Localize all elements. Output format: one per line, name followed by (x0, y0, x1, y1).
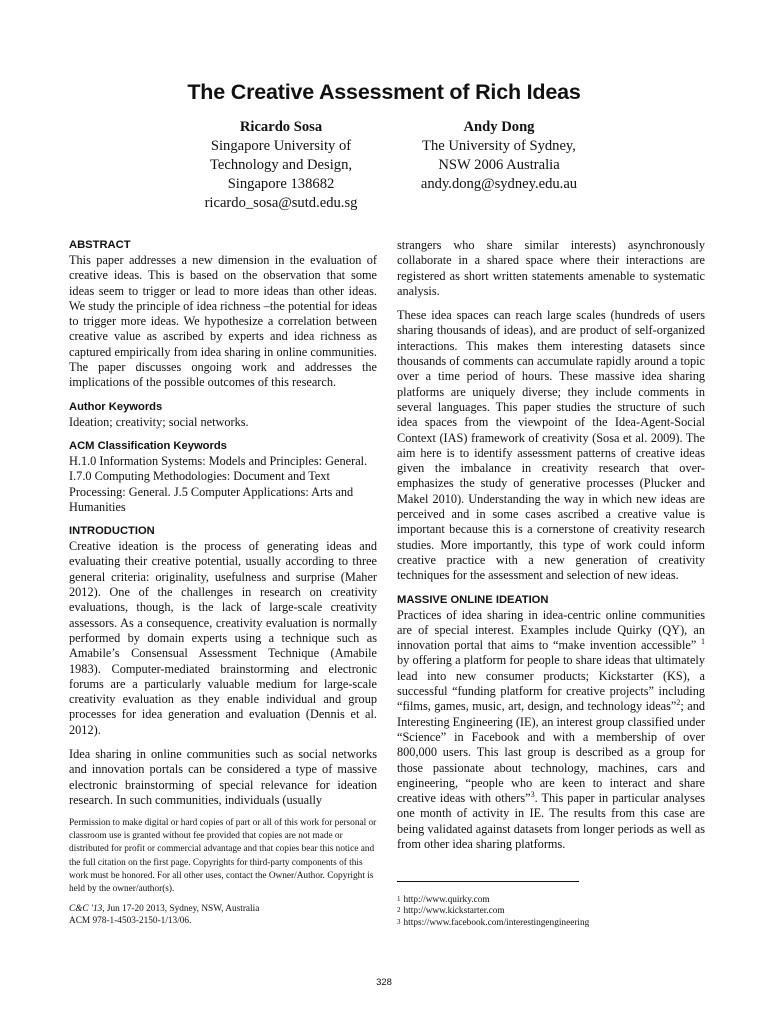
page-number: 328 (376, 977, 392, 988)
footnote-reference: 1 (701, 637, 705, 647)
introduction-paragraph: Idea sharing in online communities such as social networks and innovation portals can be considered a type of massive electronic brainstorming of special relevance for ideation research. In such communities, individuals (usually (69, 747, 377, 807)
paragraph-fragment: . This paper in particular analyses one month of activity in IE. The results from this case are being validated against datasets from longer periods as well as from other idea sharing platforms. (397, 791, 705, 851)
author-affiliation-line: Singapore 138682 (227, 176, 335, 192)
paper-title: The Creative Assessment of Rich Ideas (187, 80, 581, 104)
author-affiliation-line: Singapore University of (210, 138, 352, 154)
permission-notice: Permission to make digital or hard copies of part or all of this work for personal or classroom use is granted without fee provided that copies are not made or distributed for profit or commercial advantage and that copies bear this notice and the full citation on the first page. Copyrights for third-party components of this work must be honored. For all other uses, contact the Owner/Author. Copyright is held by the owner/author(s). (69, 818, 377, 895)
author-email: ricardo_sosa@sutd.edu.sg (204, 195, 358, 211)
author-name: Andy Dong (463, 119, 535, 135)
body-paragraph (397, 608, 705, 853)
footnote-number: 3 (397, 917, 401, 926)
acm-number: ACM 978-1-4503-2150-1/13/06. (69, 916, 192, 927)
massive-online-ideation-heading: MASSIVE ONLINE IDEATION (397, 593, 549, 606)
keywords-text: Ideation; creativity; social networks. (69, 414, 249, 429)
abstract-heading: ABSTRACT (69, 239, 131, 251)
footnote-item (397, 895, 705, 906)
footnote-divider (397, 881, 579, 882)
conference-details: , Jun 17-20 2013, Sydney, NSW, Australia (102, 904, 260, 914)
footnote-link[interactable]: http://www.quirky.com (403, 895, 490, 905)
footnote-item (397, 906, 705, 917)
footnote-link[interactable]: https://www.facebook.com/interestingengineering (403, 917, 590, 928)
paragraph-fragment: by offering a platform for people to share ideas that ultimately lead into new consumer products; Kickstarter (KS), a successful “funding platform for creative projects” including “films, games, music, art, design, and technology ideas” (397, 653, 705, 714)
author-block-2 (384, 118, 614, 194)
conference-info (69, 903, 379, 928)
footnote-number: 2 (397, 906, 401, 915)
keywords-heading: Author Keywords (69, 400, 163, 413)
author-email: andy.dong@sydney.edu.au (420, 176, 578, 192)
right-column (397, 238, 705, 852)
author-block-1 (166, 118, 396, 213)
author-affiliation-line: NSW 2006 Australia (438, 157, 560, 173)
introduction-paragraph: Creative ideation is the process of generating ideas and evaluating their creative potential, usually according to three general criteria: originality, usefulness and surprise (Maher 2012). One of the challenges in research on creativity evaluations, though, is the lack of large-scale creativity assessors. As a consequence, creativity evaluation is normally performed by domain experts using a technique such as Amabile’s Consensual Assessment Technique (Amabile 1983). Computer-mediated brainstorming and electronic forums are a particularly valuable medium for large-scale creativity evaluation as they enable individual and group processes for idea generation and evaluation (Dennis et al. 2012). (69, 539, 377, 737)
paragraph-fragment: ; and Interesting Engineering (IE), an interest group classified under “Science” in Facebook and with a membership of over 800,000 users. This last group is described as a group for those passionate about technology, machines, cars and engineering, “people who are keen to interact and share creative ideas with others” (397, 699, 705, 806)
left-column (69, 238, 377, 808)
body-paragraph: strangers who share similar interests) asynchronously collaborate in a shared space where their interactions are registered as short written statements amenable to systematic analysis. (397, 238, 705, 298)
footnote-item (397, 918, 705, 929)
author-affiliation-line: The University of Sydney, (422, 138, 576, 154)
acm-text: H.1.0 Information Systems: Models and Principles: General. I.7.0 Computing Methodologies: Document and Text Processing: General. J.5 Computer Applications: Arts and Humanities (69, 453, 368, 514)
body-paragraph: These idea spaces can reach large scales (hundreds of users sharing thousands of ideas), and are product of self-organized interactions. This makes them interesting datasets since thousands of comments can accumulate rapidly around a topic over a time period of hours. These massive idea sharing platforms are uniquely diverse; they include comments in several languages. This paper studies the structure of such idea spaces from the viewpoint of the Idea-Agent-Social Context (IAS) framework of creativity (Sosa et al. 2009). The aim here is to identify assessment patterns of creative ideas given the imbalance in creativity research that over-emphasizes the study of generative processes (Plucker and Makel 2010). Understanding the way in which new ideas are perceived and in some cases ascribed a creative value is important because this is a cornerstone of creativity research studies. More importantly, this type of work could inform creative practice with a new generation of creativity techniques for the assessment and selection of new ideas. (397, 308, 705, 583)
introduction-heading: INTRODUCTION (69, 525, 155, 538)
conference-venue: C&C '13 (69, 904, 103, 914)
author-affiliation-line: Technology and Design, (209, 157, 353, 173)
footnote-reference: 2 (676, 698, 681, 708)
footnote-reference: 3 (530, 790, 535, 799)
acm-heading: ACM Classification Keywords (69, 439, 227, 452)
abstract-text: This paper addresses a new dimension in the evaluation of creative ideas. This is based on the observation that some ideas seem to trigger or lead to more ideas than other ideas. We study the principle of idea richness –the potential for ideas to trigger more ideas. We hypothesize a correlation between creative value as ascribed by experts and idea richness as captured empirically from idea sharing in online communities. The paper discusses ongoing work and addresses the implications of the possible outcomes of this research. (69, 253, 377, 390)
footnote-number: 1 (397, 895, 401, 903)
footnotes (397, 895, 705, 929)
footnote-link[interactable]: http://www.kickstarter.com (403, 906, 505, 917)
author-name: Ricardo Sosa (239, 119, 323, 135)
paragraph-fragment: Practices of idea sharing in idea-centric online communities are of special interest. Examples include Quirky (QY), an innovation portal that aims to “make invention accessible” (397, 607, 705, 653)
